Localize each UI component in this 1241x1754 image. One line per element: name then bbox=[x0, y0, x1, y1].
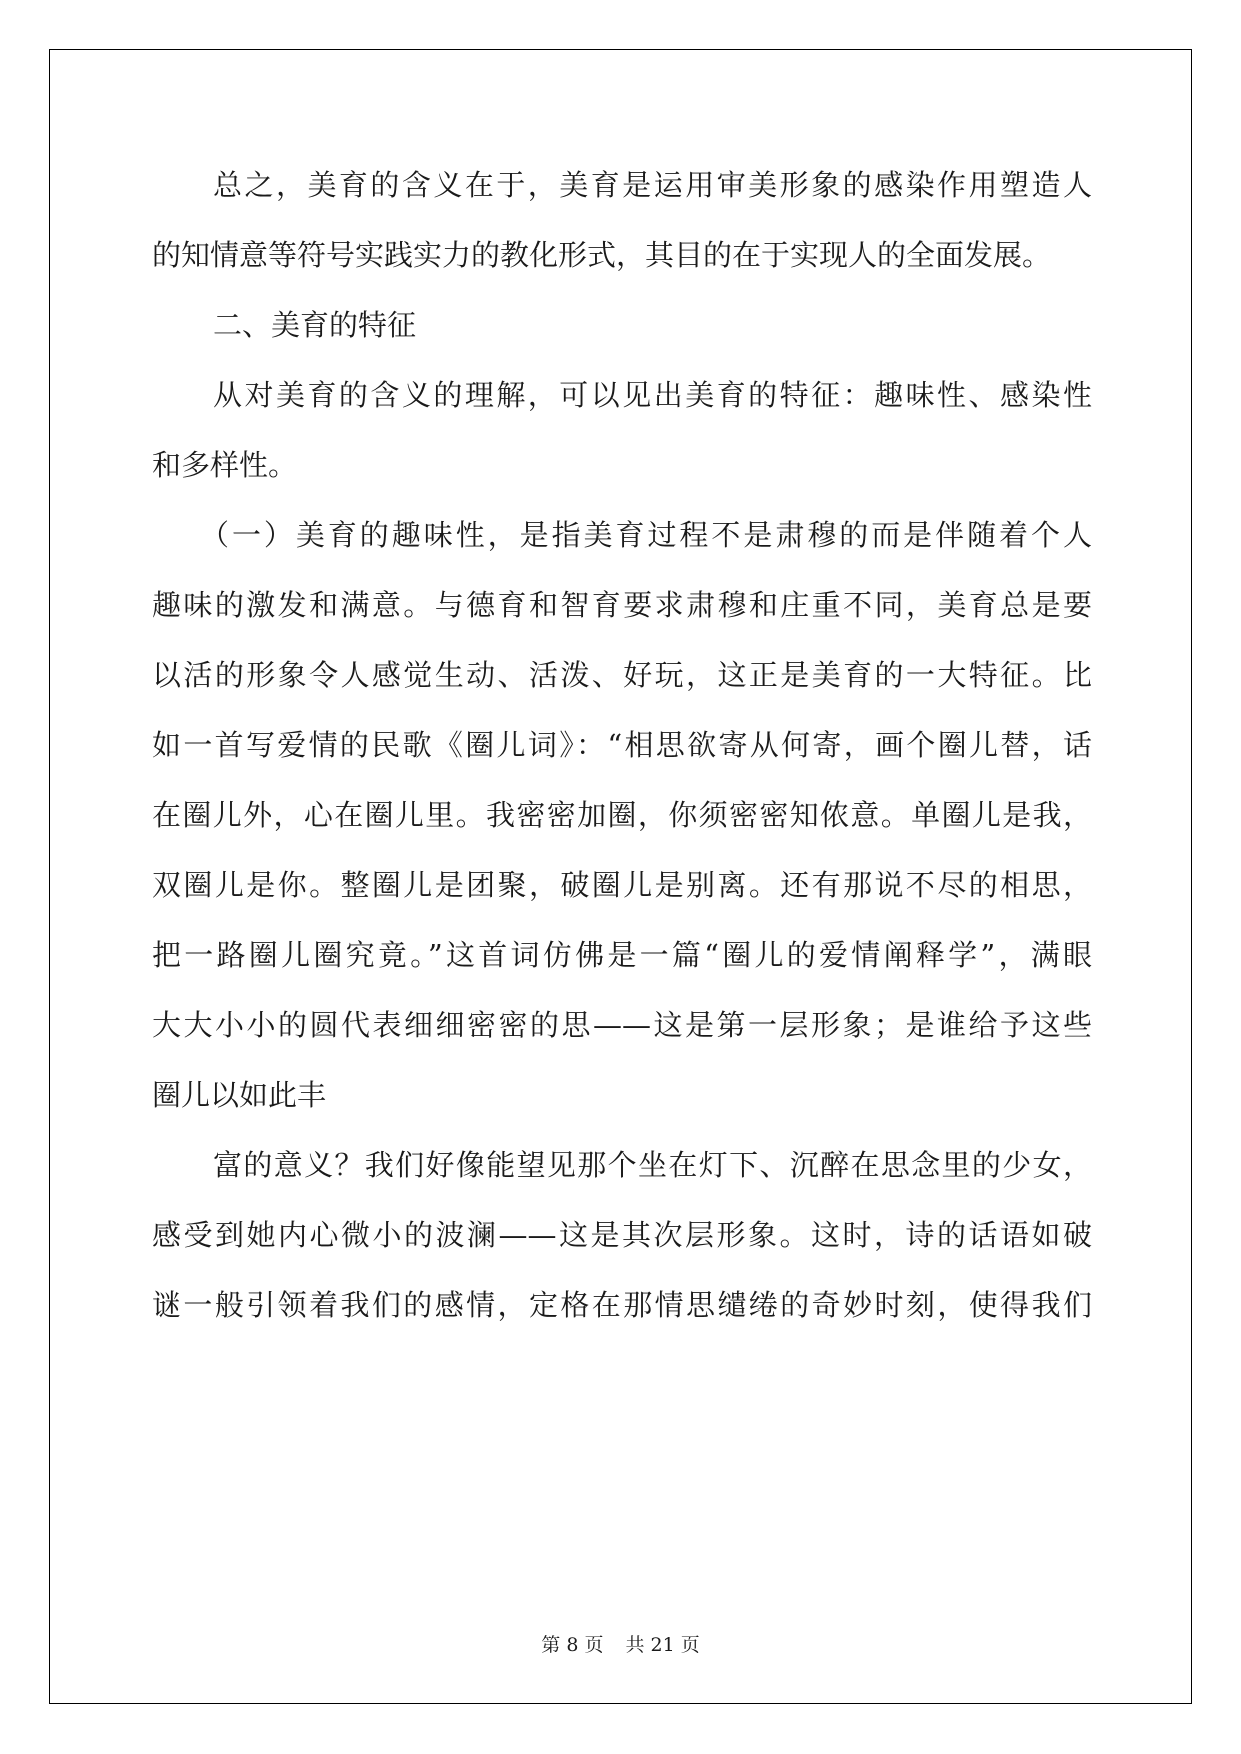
text-line: 把一路圈儿圈究竟。”这首词仿佛是一篇“圈儿的爱情阐释学”，满眼 bbox=[152, 938, 1092, 972]
text-line: 圈儿以如此丰 bbox=[152, 1078, 327, 1112]
page-number: 第 8 页 bbox=[541, 1634, 604, 1656]
text-line: 如一首写爱情的民歌《圈儿词》：“相思欲寄从何寄，画个圈儿替，话 bbox=[152, 728, 1092, 762]
text-line: 感受到她内心微小的波澜——这是其次层形象。这时，诗的话语如破 bbox=[152, 1218, 1092, 1252]
text-line: 双圈儿是你。整圈儿是团聚，破圈儿是别离。还有那说不尽的相思， bbox=[152, 868, 1092, 902]
text-line: 和多样性。 bbox=[152, 448, 298, 482]
page-footer bbox=[0, 1630, 1241, 1657]
text-line: 大大小小的圆代表细细密密的思——这是第一层形象；是谁给予这些 bbox=[152, 1008, 1092, 1042]
text-line: 以活的形象令人感觉生动、活泼、好玩，这正是美育的一大特征。比 bbox=[152, 658, 1092, 692]
page-total: 共 21 页 bbox=[625, 1634, 700, 1656]
text-line: 在圈儿外，心在圈儿里。我密密加圈，你须密密知侬意。单圈儿是我， bbox=[152, 798, 1092, 832]
text-line: 富的意义？我们好像能望见那个坐在灯下、沉醉在思念里的少女， bbox=[213, 1148, 1092, 1182]
document-body bbox=[152, 150, 1092, 1340]
text-line: 从对美育的含义的理解，可以见出美育的特征：趣味性、感染性 bbox=[213, 378, 1092, 412]
text-line: 总之，美育的含义在于，美育是运用审美形象的感染作用塑造人 bbox=[213, 168, 1092, 202]
text-line: 谜一般引领着我们的感情，定格在那情思缱绻的奇妙时刻，使得我们 bbox=[152, 1288, 1092, 1322]
text-line: 的知情意等符号实践实力的教化形式，其目的在于实现人的全面发展。 bbox=[152, 238, 1052, 272]
text-line: （一）美育的趣味性，是指美育过程不是肃穆的而是伴随着个人 bbox=[200, 518, 1092, 552]
text-line: 趣味的激发和满意。与德育和智育要求肃穆和庄重不同，美育总是要 bbox=[152, 588, 1092, 622]
section-heading: 二、美育的特征 bbox=[213, 308, 417, 342]
